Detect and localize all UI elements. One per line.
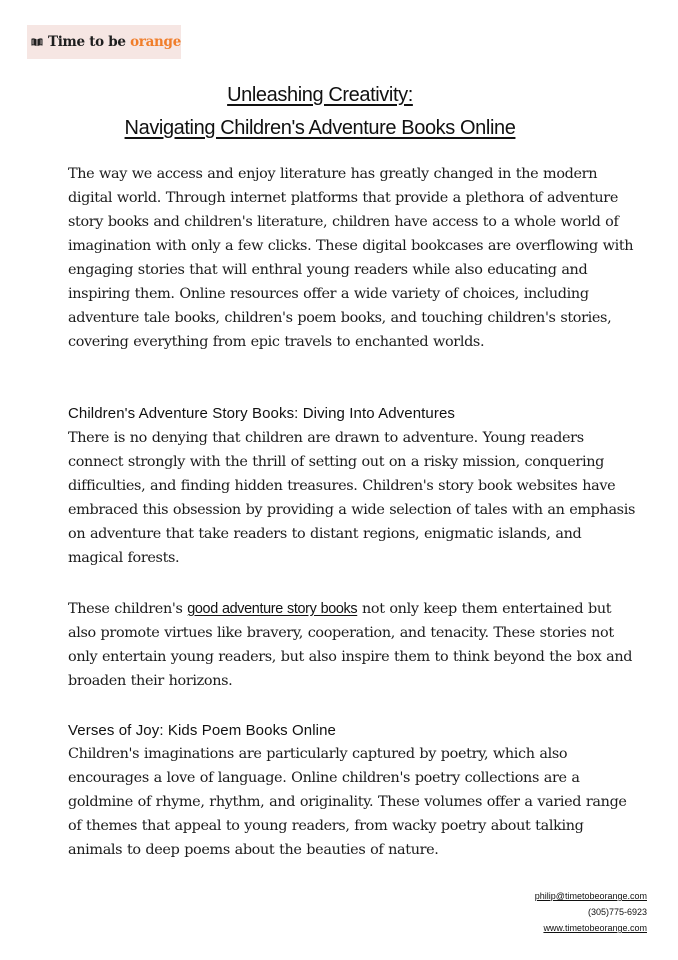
brand-name-main: Time to be — [47, 34, 131, 50]
brand-name — [48, 34, 181, 50]
paragraph2-tail: not only keep them entertained but also promote virtues like bravery, cooperation, and tenacity. These stories not only entertain young readers, but also inspire them to think beyond the box and broaden their horizons. — [68, 601, 633, 689]
paragraph2-lead: These children's — [68, 601, 188, 617]
page-title-line2: Navigating Children's Adventure Books Online — [124, 117, 516, 139]
section2-heading: Verses of Joy: Kids Poem Books Online — [68, 722, 336, 739]
open-book-icon — [31, 31, 43, 53]
footer-email-link[interactable]: philip@timetobeorange.com — [534, 891, 647, 901]
section1-paragraph2 — [68, 597, 640, 693]
footer-phone: (305)775-6923 — [587, 907, 647, 917]
page-title-line1: Unleashing Creativity: — [227, 84, 413, 106]
footer-website-link[interactable]: www.timetobeorange.com — [543, 923, 647, 933]
adventure-books-link[interactable]: good adventure story books — [187, 601, 358, 617]
section1-heading: Children's Adventure Story Books: Diving Into Adventures — [68, 405, 456, 422]
brand-name-accent: orange — [130, 34, 181, 50]
intro-paragraph: The way we access and enjoy literature has greatly changed in the modern digital world. Through internet platforms that provide a plethora of adventure story books and children's literature, children have access to a whole world of imagination with only a few clicks. These digital bookcases are overflowing with engaging stories that will enthral young readers while also educating and inspiring them. Online resources offer a wide variety of choices, including adventure tale books, children's poem books, and touching children's stories, covering everything from epic travels to enchanted worlds. — [68, 166, 634, 350]
section2-body: Children's imaginations are particularly captured by poetry, which also encourages a love of language. Online children's poetry collections are a goldmine of rhyme, rhythm, and originality. These volumes offer a varied range of themes that appeal to young readers, from wacky poetry about talking animals to deep poems about the beauties of nature. — [68, 746, 627, 858]
brand-logo[interactable] — [27, 25, 181, 59]
section1-body: There is no denying that children are drawn to adventure. Young readers connect strongly with the thrill of setting out on a risky mission, conquering difficulties, and finding hidden treasures. Children's story book websites have embraced this obsession by providing a wide selection of tales with an emphasis on adventure that take readers to distant regions, enigmatic islands, and magical forests. — [68, 430, 636, 566]
